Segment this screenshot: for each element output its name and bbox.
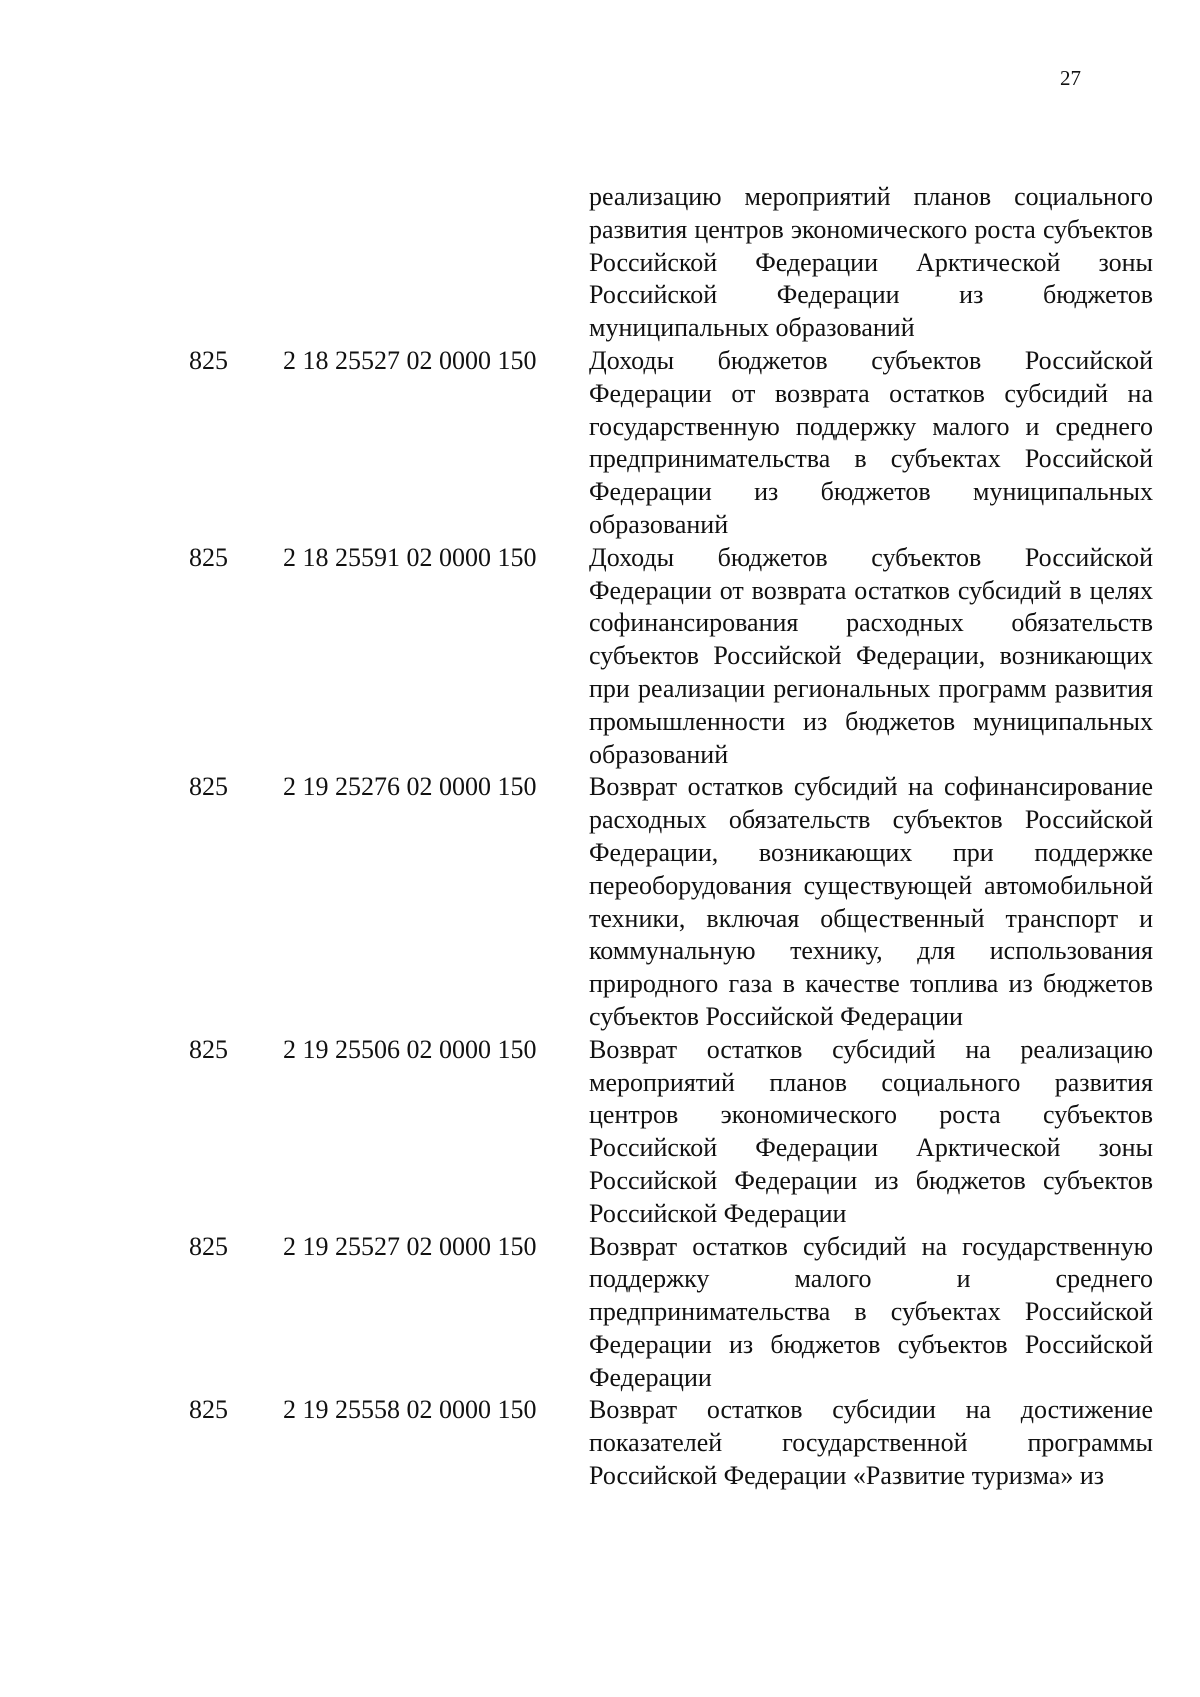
table-row	[0, 1231, 1200, 1395]
income-codes-table	[0, 181, 1200, 1493]
income-description: реализацию мероприятий планов социального развития центров экономического роста субъектов Российской Федерации Арктической зоны Российской Федерации из бюджетов муниципальных образований	[589, 182, 1153, 343]
admin-code: 825	[189, 345, 228, 375]
table-row	[0, 1034, 1200, 1231]
table-row	[0, 542, 1200, 772]
income-description: Возврат остатков субсидий на реализацию мероприятий планов социального развития центров экономического роста субъектов Российской Федерации Арктической зоны Российской Федерации из бюджетов субъектов Российской Федерации	[589, 1034, 1153, 1228]
budget-classification-code: 2 19 25506 02 0000 150	[283, 1034, 537, 1064]
table-row	[0, 771, 1200, 1033]
budget-classification-code: 2 18 25527 02 0000 150	[283, 345, 537, 375]
budget-classification-code: 2 18 25591 02 0000 150	[283, 542, 537, 572]
admin-code: 825	[189, 772, 228, 802]
income-description: Доходы бюджетов субъектов Российской Федерации от возврата остатков субсидий на государственную поддержку малого и среднего предпринимательства в субъектах Российской Федерации из бюджетов муниципальных образований	[589, 345, 1153, 539]
admin-code: 825	[189, 542, 228, 572]
table-row	[0, 1394, 1200, 1492]
admin-code: 825	[189, 1231, 228, 1261]
budget-classification-code: 2 19 25276 02 0000 150	[283, 772, 537, 802]
table-row	[0, 345, 1200, 542]
admin-code: 825	[189, 1034, 228, 1064]
budget-classification-code: 2 19 25527 02 0000 150	[283, 1231, 537, 1261]
page-number: 27	[1060, 66, 1081, 90]
income-description: Возврат остатков субсидии на достижение показателей государственной программы Российской Федерации «Развитие туризма» из	[589, 1395, 1153, 1491]
budget-classification-code: 2 19 25558 02 0000 150	[283, 1395, 537, 1425]
table-row	[0, 181, 1200, 345]
admin-code: 825	[189, 1395, 228, 1425]
income-description: Возврат остатков субсидий на государственную поддержку малого и среднего предпринимательства в субъектах Российской Федерации из бюджетов субъектов Российской Федерации	[589, 1231, 1153, 1392]
income-description: Возврат остатков субсидий на софинансирование расходных обязательств субъектов Российской Федерации, возникающих при поддержке переоборудования существующей автомобильной техники, включая общественный транспорт и коммунальную технику, для использования природного газа в качестве топлива из бюджетов субъектов Российской Федерации	[589, 772, 1153, 1031]
income-description: Доходы бюджетов субъектов Российской Федерации от возврата остатков субсидий в целях софинансирования расходных обязательств субъектов Российской Федерации, возникающих при реализации региональных программ развития промышленности из бюджетов муниципальных образований	[589, 542, 1153, 769]
